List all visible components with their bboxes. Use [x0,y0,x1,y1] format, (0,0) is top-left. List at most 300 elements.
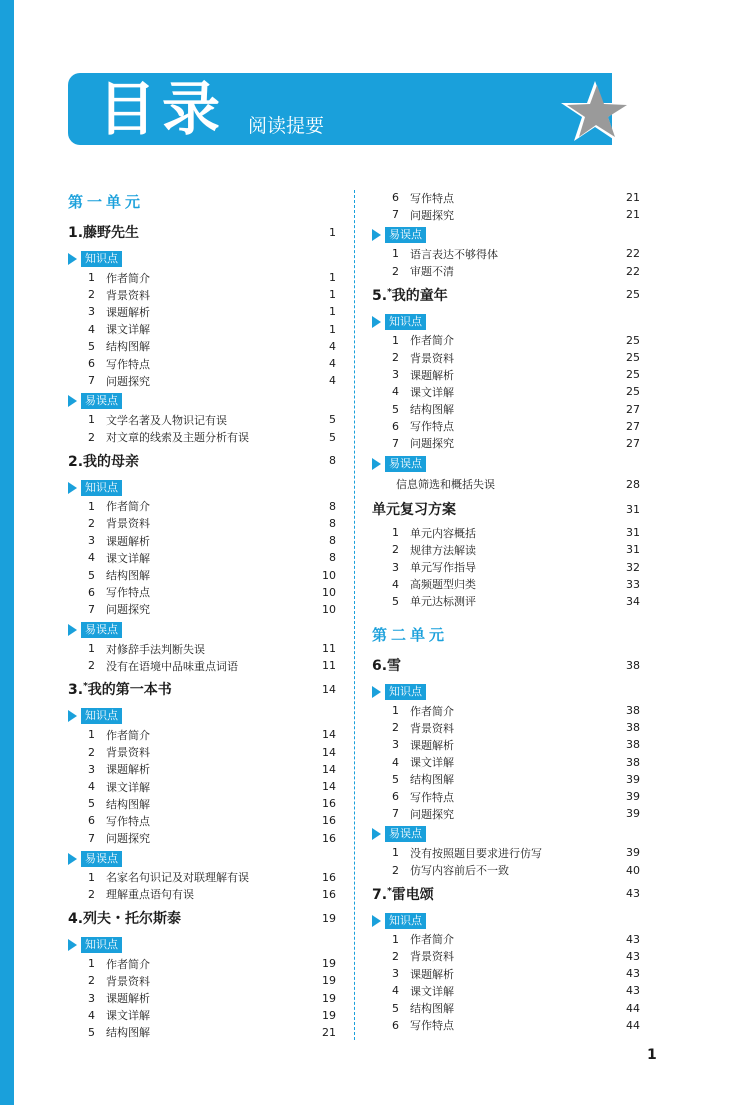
item-page: 19 [322,974,336,988]
item-text: 结构图解 [106,340,150,354]
section-header [372,911,640,931]
toc-item[interactable] [372,1017,640,1034]
section-header [372,824,640,844]
toc-item[interactable] [68,549,336,566]
item-page: 4 [329,339,336,353]
toc-item[interactable] [68,532,336,549]
item-number: 3 [88,305,95,319]
play-triangle-icon [372,828,381,840]
play-triangle-icon [68,624,77,636]
toc-item[interactable] [68,972,336,989]
toc-item[interactable] [372,418,640,435]
item-text: 课题解析 [106,992,150,1006]
item-page: 27 [626,402,640,416]
item-number: 1 [392,526,399,540]
item-text: 单元达标测评 [410,595,476,609]
star-mark: * [387,886,392,897]
toc-item[interactable] [68,989,336,1006]
section-header [68,391,336,411]
item-page: 16 [322,870,336,884]
toc-item[interactable] [372,788,640,805]
section-label: 知识点 [81,937,122,953]
item-text: 问题探究 [106,374,150,388]
section-label: 知识点 [385,913,426,929]
item-number: 5 [88,339,95,353]
toc-item[interactable] [372,366,640,383]
item-text: 背景资料 [410,351,454,365]
item-page: 16 [322,814,336,828]
play-triangle-icon [68,482,77,494]
toc-item[interactable] [372,754,640,771]
item-list [68,955,336,1041]
item-list [372,245,640,279]
toc-item[interactable] [68,566,336,583]
item-page: 38 [626,738,640,752]
item-number: 1 [88,499,95,513]
item-number: 5 [88,797,95,811]
toc-item[interactable] [68,321,336,338]
toc-item[interactable] [68,778,336,795]
item-page: 1 [329,322,336,336]
section-header [68,706,336,726]
item-text: 课题解析 [106,534,150,548]
toc-item[interactable] [68,269,336,286]
star-mark: * [387,287,392,298]
item-page: 25 [626,351,640,365]
item-page: 39 [626,790,640,804]
item-text: 写作特点 [410,420,454,434]
toc-right-column [372,189,640,1034]
item-page: 25 [626,368,640,382]
toc-item[interactable] [68,795,336,812]
item-page: 19 [322,957,336,971]
item-list [68,726,336,846]
item-page: 43 [626,949,640,963]
item-page: 39 [626,772,640,786]
toc-item[interactable] [372,435,640,452]
item-text: 问题探究 [410,208,454,222]
item-text: 问题探究 [106,832,150,846]
item-page: 14 [322,780,336,794]
item-page: 22 [626,247,640,261]
section-label: 知识点 [81,251,122,267]
toc-item[interactable] [372,771,640,788]
section-header [372,454,640,474]
toc-item[interactable] [68,744,336,761]
item-text: 课文详解 [106,1009,150,1023]
item-number: 6 [88,585,95,599]
item-number: 6 [88,357,95,371]
section-label: 易误点 [385,826,426,842]
item-text: 名家名句识记及对联理解有误 [106,871,249,885]
item-page: 19 [322,991,336,1005]
play-triangle-icon [372,458,381,470]
item-text: 作者简介 [410,704,454,718]
item-page: 25 [626,333,640,347]
item-number: 7 [88,374,95,388]
item-page: 44 [626,1001,640,1015]
item-number: 7 [88,831,95,845]
item-text: 课题解析 [106,305,150,319]
item-number: 2 [88,745,95,759]
toc-item[interactable] [372,576,640,593]
section-label: 知识点 [81,708,122,724]
item-text: 背景资料 [106,517,150,531]
item-number: 4 [88,551,95,565]
toc-item[interactable] [372,844,640,861]
toc-item[interactable] [372,383,640,400]
item-list [372,332,640,452]
star-mark: * [83,681,88,692]
item-page: 40 [626,863,640,877]
item-text: 课文详解 [410,984,454,998]
item-text: 写作特点 [106,586,150,600]
item-page: 1 [329,288,336,302]
section-label: 易误点 [81,851,122,867]
play-triangle-icon [68,939,77,951]
item-list [68,269,336,389]
item-page: 22 [626,264,640,278]
toc-item[interactable] [372,593,640,610]
item-text: 结构图解 [106,569,150,583]
item-text: 写作特点 [106,357,150,371]
item-text: 背景资料 [106,288,150,302]
item-page: 10 [322,585,336,599]
toc-item[interactable] [68,601,336,618]
item-page: 43 [626,932,640,946]
play-triangle-icon [68,853,77,865]
item-text: 对修辞手法判断失误 [106,642,205,656]
toc-item[interactable] [372,702,640,719]
item-number: 2 [88,288,95,302]
item-page: 19 [322,1008,336,1022]
item-list [68,869,336,903]
item-number: 1 [88,728,95,742]
item-text: 问题探究 [106,603,150,617]
item-number: 5 [88,1025,95,1039]
page-subtitle: 阅读提要 [248,115,325,137]
toc-item[interactable] [372,948,640,965]
toc-item[interactable] [372,401,640,418]
item-list [372,702,640,822]
item-page: 38 [626,721,640,735]
toc-item[interactable] [68,355,336,372]
item-text: 仿写内容前后不一致 [410,864,509,878]
item-list [68,498,336,618]
title-banner [68,73,612,145]
item-text: 作者简介 [106,728,150,742]
item-list [372,524,640,610]
toc-item[interactable] [68,1007,336,1024]
toc-item[interactable] [68,303,336,320]
lesson-page: 19 [322,911,336,925]
toc-item[interactable] [372,999,640,1016]
star-icon [555,77,635,149]
toc-item[interactable] [372,474,640,494]
item-text: 高频题型归类 [410,578,476,592]
item-number: 1 [88,413,95,427]
item-text: 文学名著及人物识记有误 [106,413,227,427]
item-number: 2 [392,721,399,735]
item-text: 课文详解 [106,780,150,794]
item-number: 1 [88,870,95,884]
toc-item[interactable] [372,332,640,349]
item-text: 写作特点 [106,814,150,828]
item-number: 2 [392,949,399,963]
item-text: 写作特点 [410,191,454,205]
item-number: 2 [88,430,95,444]
item-text: 课文详解 [410,385,454,399]
toc-item[interactable] [372,349,640,366]
item-page: 5 [329,430,336,444]
toc-item[interactable] [372,982,640,999]
toc-item[interactable] [372,719,640,736]
section-label: 易误点 [81,622,122,638]
item-page: 8 [329,534,336,548]
item-text: 语言表达不够得体 [410,247,498,261]
toc-item[interactable] [68,338,336,355]
toc-item[interactable] [68,830,336,847]
item-page: 21 [626,191,640,205]
item-text: 结构图解 [410,1002,454,1016]
item-number: 2 [392,543,399,557]
item-number: 7 [392,436,399,450]
item-page: 4 [329,374,336,388]
lesson-entry[interactable] [68,903,336,933]
item-page: 34 [626,594,640,608]
lesson-entry[interactable] [372,494,640,524]
lesson-title: 1.藤野先生 [68,225,140,241]
section-header [68,478,336,498]
item-number: 5 [392,594,399,608]
toc-item[interactable] [372,862,640,879]
item-number: 6 [392,191,399,205]
item-text: 规律方法解读 [410,543,476,557]
item-page: 14 [322,728,336,742]
lesson-entry[interactable] [372,879,640,909]
toc-item[interactable] [372,524,640,541]
item-text: 审题不清 [410,265,454,279]
unit-heading: 第一单元 [68,193,145,211]
item-number: 2 [88,659,95,673]
item-page: 38 [626,704,640,718]
item-text: 课题解析 [106,763,150,777]
item-text: 没有在语境中品味重点词语 [106,659,238,673]
item-text: 理解重点语句有误 [106,888,194,902]
item-text: 单元内容概括 [410,526,476,540]
item-page: 27 [626,419,640,433]
toc-item[interactable] [68,812,336,829]
item-page: 39 [626,846,640,860]
item-text: 作者简介 [106,271,150,285]
lesson-entry[interactable] [68,446,336,476]
page-title: 目录 [98,75,227,143]
item-number: 3 [88,762,95,776]
toc-item[interactable] [68,657,336,674]
item-text: 作者简介 [106,957,150,971]
item-number: 4 [392,984,399,998]
item-number: 5 [392,402,399,416]
toc-item[interactable] [372,965,640,982]
item-page: 32 [626,560,640,574]
item-number: 4 [88,1008,95,1022]
play-triangle-icon [68,253,77,265]
item-number: 1 [88,957,95,971]
item-page: 43 [626,984,640,998]
item-number: 2 [392,863,399,877]
toc-item[interactable] [68,286,336,303]
item-text: 课文详解 [106,323,150,337]
item-number: 5 [88,568,95,582]
item-number: 2 [392,264,399,278]
item-list [372,844,640,878]
toc-item[interactable] [372,736,640,753]
item-number: 6 [392,790,399,804]
section-label: 易误点 [385,456,426,472]
toc-item[interactable] [372,245,640,262]
toc-item[interactable] [68,498,336,515]
item-text: 写作特点 [410,1019,454,1033]
item-number: 1 [392,846,399,860]
item-list [372,189,640,223]
play-triangle-icon [68,710,77,722]
lesson-entry[interactable] [372,280,640,310]
item-page: 38 [626,755,640,769]
item-text: 结构图解 [410,773,454,787]
toc-item[interactable] [68,640,336,657]
item-page: 21 [626,208,640,222]
section-header [68,249,336,269]
section-header [68,849,336,869]
lesson-page: 14 [322,682,336,696]
toc-item[interactable] [68,761,336,778]
play-triangle-icon [372,686,381,698]
toc-item[interactable] [68,869,336,886]
item-page: 14 [322,745,336,759]
toc-item[interactable] [372,206,640,223]
item-page: 1 [329,305,336,319]
item-text: 信息筛选和概括失误 [396,478,495,492]
toc-item[interactable] [372,558,640,575]
item-number: 6 [88,814,95,828]
item-number: 5 [392,1001,399,1015]
section-header [68,935,336,955]
section-label: 知识点 [385,314,426,330]
lesson-entry[interactable] [68,217,336,247]
item-text: 背景资料 [106,974,150,988]
toc-item[interactable] [372,189,640,206]
toc-item[interactable] [372,805,640,822]
item-number: 1 [88,642,95,656]
lesson-page: 8 [329,454,336,468]
toc-item[interactable] [68,1024,336,1041]
item-page: 8 [329,516,336,530]
item-text: 结构图解 [106,1026,150,1040]
section-header [68,620,336,640]
toc-item[interactable] [68,372,336,389]
toc-item[interactable] [68,886,336,903]
toc-item[interactable] [68,411,336,428]
lesson-title: 6.雪 [372,658,402,674]
toc-left-column [68,187,336,1041]
lesson-entry[interactable] [372,650,640,680]
item-page: 5 [329,413,336,427]
side-accent-bar [0,0,14,1105]
lesson-title: 4.列夫・托尔斯泰 [68,911,182,928]
toc-item[interactable] [68,515,336,532]
item-text: 对文章的线索及主题分析有误 [106,431,249,445]
play-triangle-icon [372,229,381,241]
item-text: 单元写作指导 [410,561,476,575]
item-page: 16 [322,797,336,811]
item-page: 11 [322,642,336,656]
item-text: 作者简介 [410,334,454,348]
item-number: 4 [392,385,399,399]
item-page: 31 [626,543,640,557]
toc-item[interactable] [372,263,640,280]
item-text: 课题解析 [410,368,454,382]
item-page: 43 [626,967,640,981]
item-number: 4 [392,577,399,591]
toc-item[interactable] [68,726,336,743]
item-number: 3 [392,560,399,574]
item-number: 1 [392,333,399,347]
item-number: 3 [392,967,399,981]
item-number: 1 [392,932,399,946]
lesson-title: 2.我的母亲 [68,453,140,470]
item-page: 44 [626,1018,640,1032]
item-number: 2 [88,516,95,530]
item-page: 1 [329,271,336,285]
item-list [68,640,336,674]
item-page: 8 [329,551,336,565]
item-text: 问题探究 [410,807,454,821]
item-number: 4 [88,780,95,794]
lesson-entry[interactable] [68,674,336,704]
item-page: 28 [626,477,640,491]
item-text: 结构图解 [410,403,454,417]
toc-item[interactable] [68,429,336,446]
item-number: 3 [392,368,399,382]
lesson-page: 25 [626,288,640,302]
unit-heading: 第二单元 [372,626,449,644]
item-text: 课题解析 [410,967,454,981]
toc-item[interactable] [68,584,336,601]
item-list [68,411,336,445]
lesson-page: 31 [626,502,640,516]
item-number: 7 [88,602,95,616]
item-page: 14 [322,762,336,776]
item-number: 1 [392,704,399,718]
item-number: 1 [88,271,95,285]
item-number: 7 [392,807,399,821]
item-number: 5 [392,772,399,786]
item-text: 没有按照题目要求进行仿写 [410,846,542,860]
item-page: 16 [322,887,336,901]
item-text: 课题解析 [410,738,454,752]
section-label: 易误点 [81,393,122,409]
play-triangle-icon [372,915,381,927]
section-label: 知识点 [385,684,426,700]
item-number: 4 [392,755,399,769]
item-page: 11 [322,659,336,673]
toc-item[interactable] [68,955,336,972]
item-number: 2 [392,351,399,365]
item-page: 16 [322,831,336,845]
toc-item[interactable] [372,931,640,948]
toc-item[interactable] [372,541,640,558]
item-number: 7 [392,208,399,222]
